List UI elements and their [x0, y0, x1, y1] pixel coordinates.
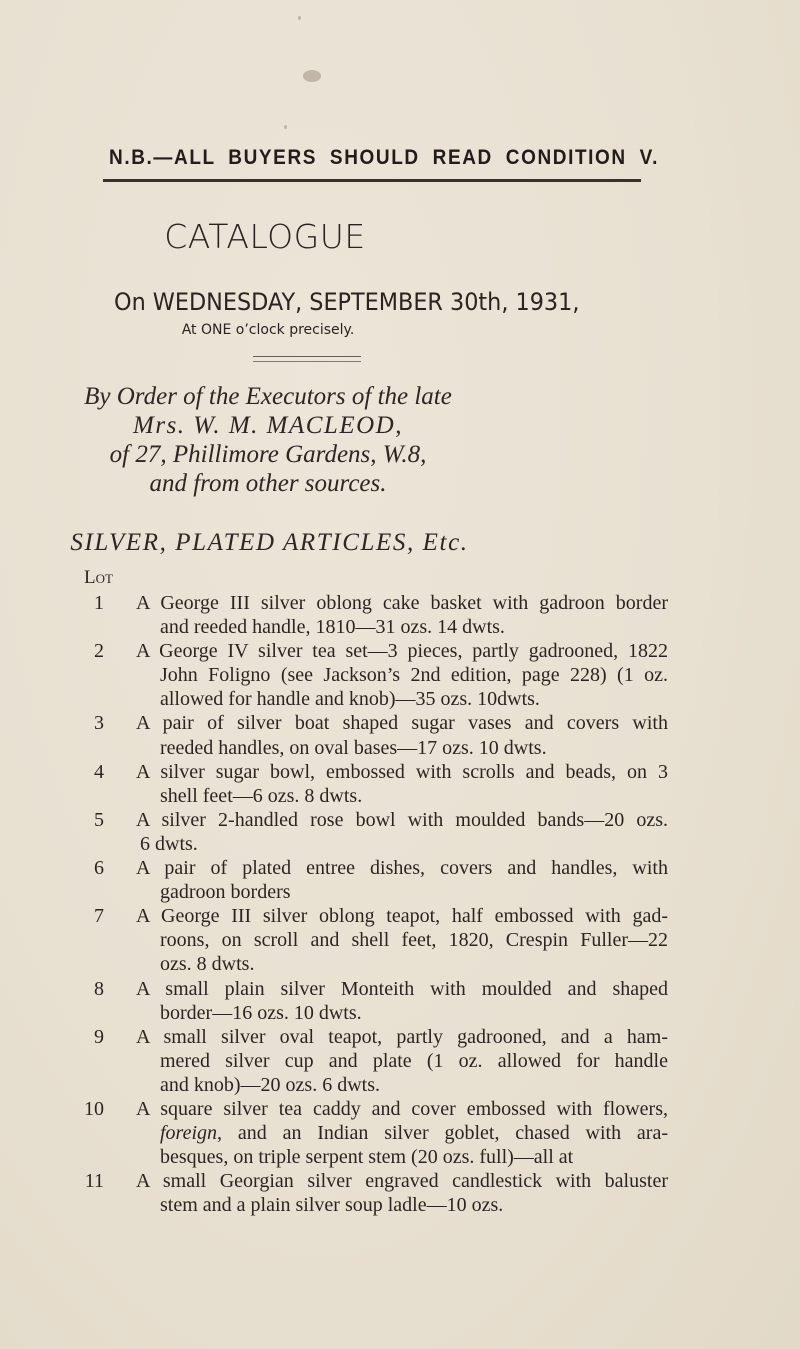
lot-number: 3	[94, 712, 104, 735]
lot-line: shell feet—6 ozs. 8 dwts.	[160, 784, 363, 807]
lot-description	[136, 1169, 668, 1217]
lot-line: besques, on triple serpent stem (20 ozs. full)—all at	[160, 1146, 574, 1169]
lot-number: 10	[84, 1097, 104, 1120]
paper-speck	[298, 16, 301, 20]
lot-description	[136, 856, 668, 904]
lot-line: A pair of silver boat shaped sugar vases and covers with	[136, 712, 668, 735]
lot-line: and reeded handle, 1810—31 ozs. 14 dwts.	[160, 616, 505, 639]
notice-underline	[103, 179, 641, 182]
catalogue-title: CATALOGUE	[164, 217, 366, 256]
lot-item	[84, 711, 684, 759]
lot-number: 7	[94, 905, 104, 928]
lot-line: ozs. 8 dwts.	[160, 953, 255, 976]
lot-description	[136, 808, 668, 856]
lot-list	[84, 591, 684, 1217]
buyers-notice: N.B.—ALL BUYERS SHOULD READ CONDITION V.	[109, 146, 660, 170]
executors-notice	[0, 382, 536, 498]
lot-number: 4	[94, 760, 104, 783]
lot-description	[136, 591, 668, 639]
divider-rule	[253, 356, 361, 362]
lot-line: A George III silver oblong teapot, half embossed with gad-	[136, 905, 668, 928]
sale-date: On WEDNESDAY, SEPTEMBER 30th, 1931,	[114, 288, 580, 316]
lot-line: A small Georgian silver engraved candlestick with baluster	[136, 1170, 668, 1193]
paper-speck	[284, 125, 287, 129]
lot-description	[136, 639, 668, 711]
lot-line: 6 dwts.	[140, 832, 198, 855]
lot-line: A pair of plated entree dishes, covers and handles, with	[136, 857, 668, 880]
lot-description	[136, 760, 668, 808]
sale-time: At ONE o’clock precisely.	[181, 322, 355, 338]
lot-number: 2	[94, 640, 104, 663]
lot-line: John Foligno (see Jackson’s 2nd edition, page 228) (1 oz.	[160, 664, 668, 687]
lot-line: border—16 ozs. 10 dwts.	[160, 1001, 362, 1024]
lot-line: A small plain silver Monteith with moulded and shaped	[136, 977, 668, 1000]
lot-line: roons, on scroll and shell feet, 1820, Crespin Fuller—22	[160, 929, 668, 952]
lot-item	[84, 591, 684, 639]
lot-line: foreign, and an Indian silver goblet, chased with ara-	[160, 1122, 668, 1145]
other-sources: and from other sources.	[149, 470, 387, 497]
lot-line: A silver sugar bowl, embossed with scrolls and beads, on 3	[136, 760, 668, 783]
lot-item	[84, 977, 684, 1025]
lot-line: and knob)—20 ozs. 6 dwts.	[160, 1073, 380, 1096]
lot-number: 11	[84, 1170, 104, 1193]
lot-column-header: Lot	[84, 567, 113, 588]
lot-number: 8	[94, 977, 104, 1000]
lot-line: gadroon borders	[160, 881, 291, 904]
lot-item	[84, 1097, 684, 1169]
lot-line: stem and a plain silver soup ladle—10 ozs.	[160, 1194, 504, 1217]
lot-line: A square silver tea caddy and cover embossed with flowers,	[136, 1097, 668, 1120]
section-title: SILVER, PLATED ARTICLES, Etc.	[70, 529, 469, 556]
lot-number: 6	[94, 857, 104, 880]
lot-line: reeded handles, on oval bases—17 ozs. 10 dwts.	[160, 736, 547, 759]
lot-line: allowed for handle and knob)—35 ozs. 10dwts.	[160, 688, 540, 711]
lot-item	[84, 760, 684, 808]
lot-number: 9	[94, 1025, 104, 1048]
paper-stain	[303, 70, 321, 82]
italic-word: foreign	[160, 1122, 218, 1145]
lot-description	[136, 1097, 668, 1169]
lot-line: A small silver oval teapot, partly gadrooned, and a ham-	[136, 1025, 668, 1048]
lot-item	[84, 639, 684, 711]
lot-item	[84, 1169, 684, 1217]
lot-number: 5	[94, 808, 104, 831]
lot-item	[84, 904, 684, 976]
lot-description	[136, 977, 668, 1025]
executors-line: By Order of the Executors of the late	[84, 383, 452, 410]
lot-line: A silver 2-handled rose bowl with moulded bands—20 ozs.	[136, 808, 668, 831]
lot-item	[84, 1025, 684, 1097]
lot-description	[136, 711, 668, 759]
lot-line: mered silver cup and plate (1 oz. allowed for handle	[160, 1049, 668, 1072]
deceased-address: of 27, Phillimore Gardens, W.8,	[109, 441, 427, 468]
lot-description	[136, 1025, 668, 1097]
lot-line: A George III silver oblong cake basket with gadroon border	[136, 592, 668, 614]
lot-item	[84, 808, 684, 856]
lot-description	[136, 904, 668, 976]
lot-line: A George IV silver tea set—3 pieces, partly gadrooned, 1822	[136, 640, 668, 663]
lot-number: 1	[94, 592, 104, 614]
deceased-name: Mrs. W. M. MACLEOD,	[133, 412, 403, 439]
lot-item	[84, 856, 684, 904]
